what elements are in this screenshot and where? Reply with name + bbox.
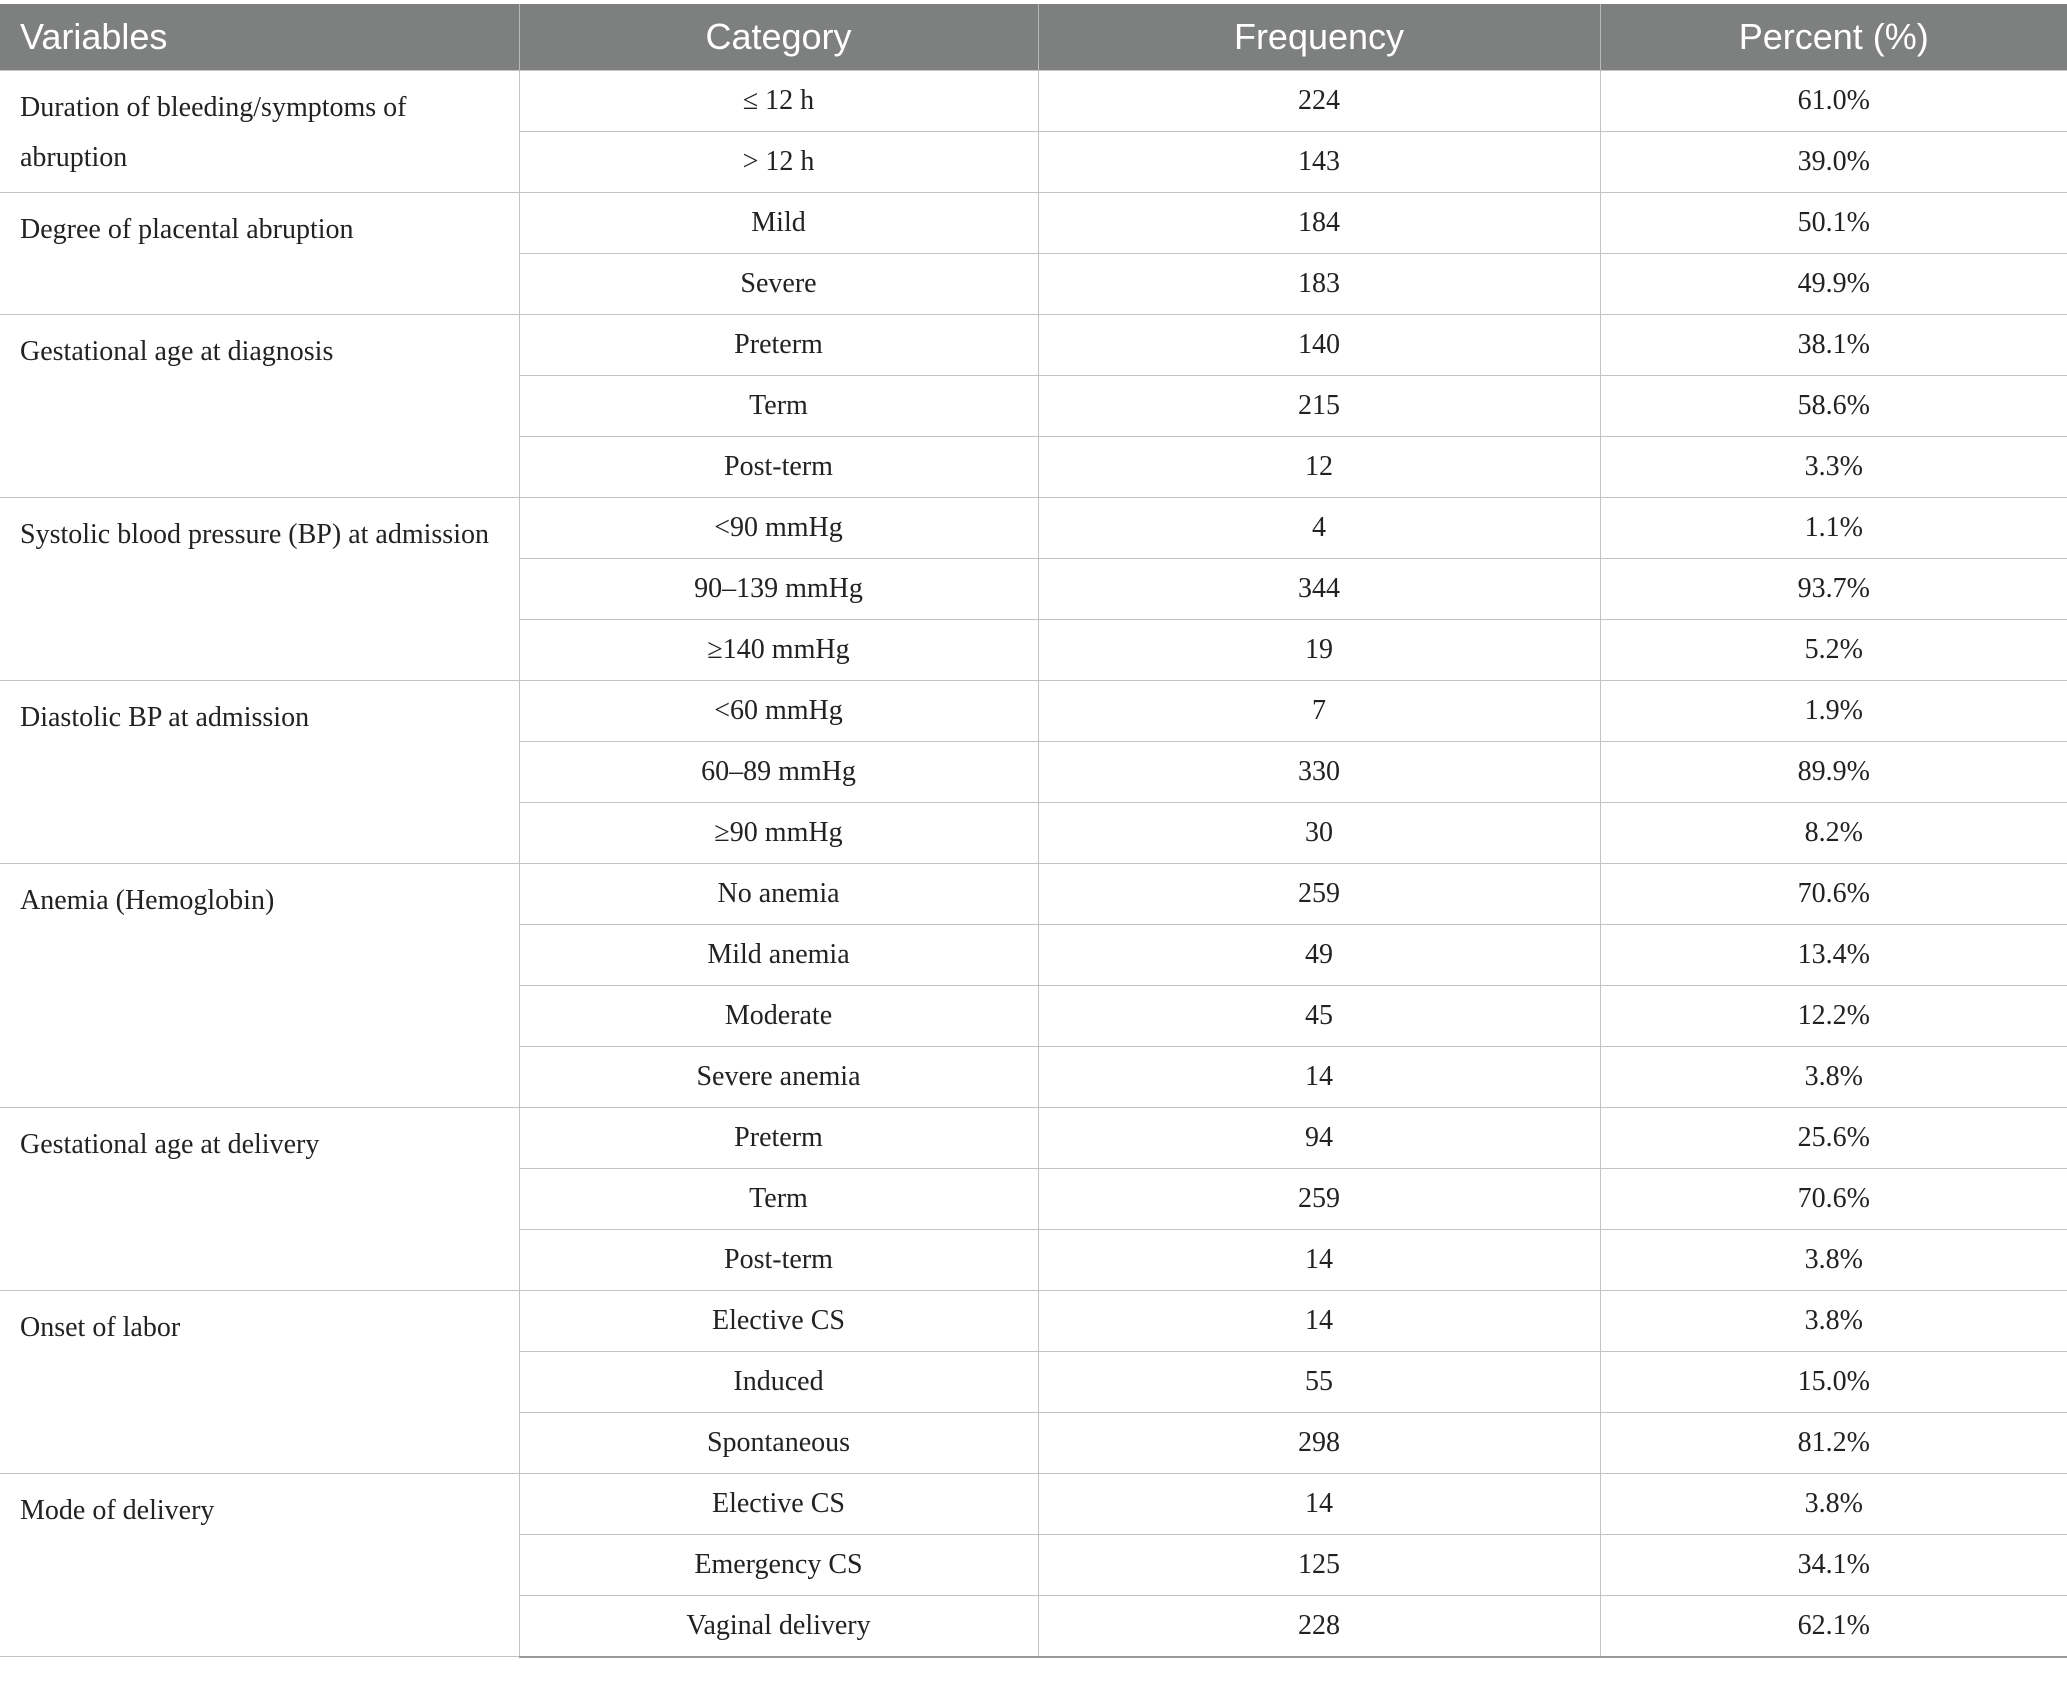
percent-cell: 81.2% xyxy=(1600,1413,2067,1474)
frequency-cell: 330 xyxy=(1038,742,1600,803)
percent-cell: 3.8% xyxy=(1600,1291,2067,1352)
category-cell: ≤ 12 h xyxy=(519,71,1038,132)
percent-cell: 1.1% xyxy=(1600,498,2067,559)
frequency-cell: 30 xyxy=(1038,803,1600,864)
frequency-cell: 183 xyxy=(1038,254,1600,315)
percent-cell: 25.6% xyxy=(1600,1108,2067,1169)
table-row xyxy=(0,71,2067,132)
header-frequency: Frequency xyxy=(1038,4,1600,71)
frequency-cell: 49 xyxy=(1038,925,1600,986)
percent-cell: 5.2% xyxy=(1600,620,2067,681)
variable-cell: Systolic blood pressure (BP) at admission xyxy=(0,498,519,681)
category-cell: 90–139 mmHg xyxy=(519,559,1038,620)
variable-cell: Duration of bleeding/symptoms of abruption xyxy=(0,71,519,193)
category-cell: 60–89 mmHg xyxy=(519,742,1038,803)
frequency-cell: 19 xyxy=(1038,620,1600,681)
frequency-cell: 55 xyxy=(1038,1352,1600,1413)
table-row xyxy=(0,681,2067,742)
category-cell: ≥140 mmHg xyxy=(519,620,1038,681)
frequency-cell: 94 xyxy=(1038,1108,1600,1169)
frequency-cell: 14 xyxy=(1038,1230,1600,1291)
percent-cell: 49.9% xyxy=(1600,254,2067,315)
frequency-cell: 228 xyxy=(1038,1596,1600,1657)
frequency-cell: 215 xyxy=(1038,376,1600,437)
percent-cell: 93.7% xyxy=(1600,559,2067,620)
percent-cell: 61.0% xyxy=(1600,71,2067,132)
category-cell: Post-term xyxy=(519,437,1038,498)
percent-cell: 12.2% xyxy=(1600,986,2067,1047)
frequency-cell: 125 xyxy=(1038,1535,1600,1596)
header-row xyxy=(0,4,2067,71)
category-cell: Term xyxy=(519,1169,1038,1230)
frequency-cell: 14 xyxy=(1038,1474,1600,1535)
percent-cell: 50.1% xyxy=(1600,193,2067,254)
header-percent: Percent (%) xyxy=(1600,4,2067,71)
header-variables: Variables xyxy=(0,4,519,71)
category-cell: Preterm xyxy=(519,1108,1038,1169)
category-cell: Preterm xyxy=(519,315,1038,376)
percent-cell: 3.3% xyxy=(1600,437,2067,498)
frequency-cell: 298 xyxy=(1038,1413,1600,1474)
table-row xyxy=(0,1474,2067,1535)
percent-cell: 39.0% xyxy=(1600,132,2067,193)
category-cell: ≥90 mmHg xyxy=(519,803,1038,864)
category-cell: Moderate xyxy=(519,986,1038,1047)
category-cell: Severe xyxy=(519,254,1038,315)
percent-cell: 15.0% xyxy=(1600,1352,2067,1413)
frequency-cell: 259 xyxy=(1038,864,1600,925)
table-row xyxy=(0,315,2067,376)
percent-cell: 89.9% xyxy=(1600,742,2067,803)
table-row xyxy=(0,193,2067,254)
frequency-cell: 224 xyxy=(1038,71,1600,132)
table-header xyxy=(0,4,2067,71)
percent-cell: 8.2% xyxy=(1600,803,2067,864)
frequency-cell: 184 xyxy=(1038,193,1600,254)
frequency-cell: 4 xyxy=(1038,498,1600,559)
category-cell: Spontaneous xyxy=(519,1413,1038,1474)
category-cell: Emergency CS xyxy=(519,1535,1038,1596)
category-cell: <60 mmHg xyxy=(519,681,1038,742)
variable-cell: Mode of delivery xyxy=(0,1474,519,1657)
category-cell: Elective CS xyxy=(519,1291,1038,1352)
variable-cell: Gestational age at diagnosis xyxy=(0,315,519,498)
table-row xyxy=(0,498,2067,559)
category-cell: No anemia xyxy=(519,864,1038,925)
frequency-cell: 7 xyxy=(1038,681,1600,742)
category-cell: > 12 h xyxy=(519,132,1038,193)
percent-cell: 1.9% xyxy=(1600,681,2067,742)
header-category: Category xyxy=(519,4,1038,71)
percent-cell: 70.6% xyxy=(1600,864,2067,925)
percent-cell: 58.6% xyxy=(1600,376,2067,437)
percent-cell: 3.8% xyxy=(1600,1230,2067,1291)
category-cell: Vaginal delivery xyxy=(519,1596,1038,1657)
frequency-cell: 12 xyxy=(1038,437,1600,498)
percent-cell: 34.1% xyxy=(1600,1535,2067,1596)
percent-cell: 62.1% xyxy=(1600,1596,2067,1657)
frequency-cell: 143 xyxy=(1038,132,1600,193)
variable-cell: Gestational age at delivery xyxy=(0,1108,519,1291)
table-body xyxy=(0,71,2067,1657)
variable-cell: Onset of labor xyxy=(0,1291,519,1474)
percent-cell: 3.8% xyxy=(1600,1474,2067,1535)
percent-cell: 3.8% xyxy=(1600,1047,2067,1108)
table-row xyxy=(0,1108,2067,1169)
table-row xyxy=(0,864,2067,925)
percent-cell: 38.1% xyxy=(1600,315,2067,376)
category-cell: Mild anemia xyxy=(519,925,1038,986)
category-cell: Mild xyxy=(519,193,1038,254)
frequency-cell: 344 xyxy=(1038,559,1600,620)
category-cell: Post-term xyxy=(519,1230,1038,1291)
category-cell: Severe anemia xyxy=(519,1047,1038,1108)
frequency-cell: 14 xyxy=(1038,1047,1600,1108)
percent-cell: 70.6% xyxy=(1600,1169,2067,1230)
frequency-cell: 14 xyxy=(1038,1291,1600,1352)
variable-cell: Anemia (Hemoglobin) xyxy=(0,864,519,1108)
category-cell: Term xyxy=(519,376,1038,437)
category-cell: Induced xyxy=(519,1352,1038,1413)
percent-cell: 13.4% xyxy=(1600,925,2067,986)
frequency-cell: 45 xyxy=(1038,986,1600,1047)
data-table xyxy=(0,4,2067,1658)
frequency-cell: 259 xyxy=(1038,1169,1600,1230)
variable-cell: Diastolic BP at admission xyxy=(0,681,519,864)
category-cell: <90 mmHg xyxy=(519,498,1038,559)
table-row xyxy=(0,1291,2067,1352)
frequency-cell: 140 xyxy=(1038,315,1600,376)
variable-cell: Degree of placental abruption xyxy=(0,193,519,315)
category-cell: Elective CS xyxy=(519,1474,1038,1535)
